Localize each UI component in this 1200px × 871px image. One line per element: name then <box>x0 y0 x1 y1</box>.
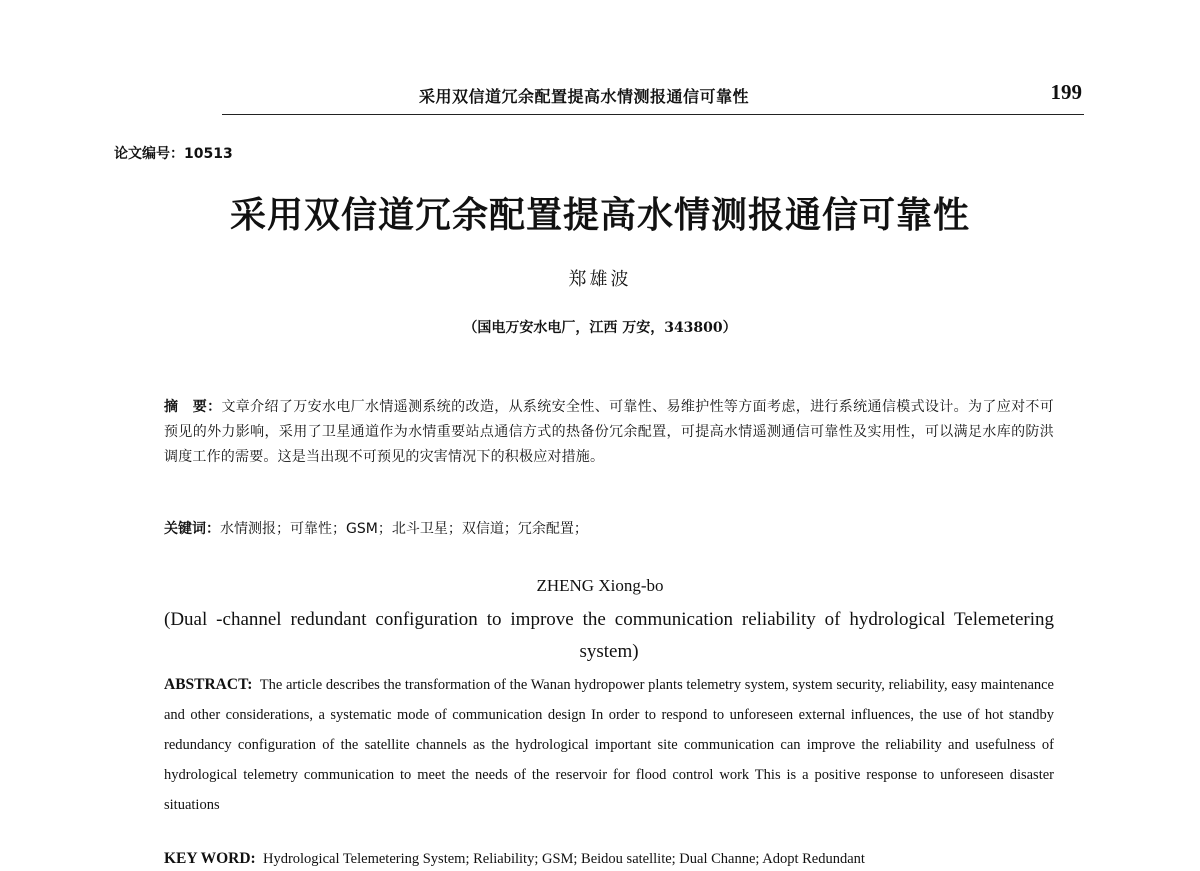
english-keywords-text: Hydrological Telemetering System; Reliability; GSM; Beidou satellite; Dual Channe; Adopt Redundant <box>262 851 865 867</box>
paper-number: 论文编号：10513 <box>114 146 233 162</box>
paper-title: 采用双信道冗余配置提高水情测报通信可靠性 <box>229 195 970 236</box>
author-name: 郑雄波 <box>568 269 632 290</box>
page-number: 199 <box>1050 80 1082 104</box>
english-title: (Dual -channel redundant configuration to improve the communication reliability of hydrological Telemetering system) <box>164 609 1054 662</box>
running-header <box>222 80 1084 115</box>
chinese-abstract-text: 文章介绍了万安水电厂水情遥测系统的改造，从系统安全性、可靠性、易维护性等方面考虑，进行系统通信模式设计。为了应对不可预见的外力影响，采用了卫星通道作为水情重要站点通信方式的热备份冗余配置，可提高水情遥测通信可靠性及实用性，可以满足水库的防洪调度工作的需要。这是当出现不可预见的灾害情况下的积极应对措施。 <box>164 399 1054 465</box>
english-keywords <box>164 847 1054 871</box>
english-keywords-label: KEY WORD: <box>164 850 256 867</box>
author-affiliation: （国电万安水电厂，江西 万安，343800） <box>463 320 737 336</box>
chinese-keywords <box>164 518 1054 540</box>
chinese-abstract-label: 摘 要： <box>164 399 222 415</box>
english-abstract <box>164 670 1054 820</box>
english-author-name: ZHENG Xiong-bo <box>536 576 664 595</box>
chinese-abstract <box>164 395 1054 470</box>
english-abstract-text: The article describes the transformation of the Wanan hydropower plants telemetry system, system security, reliability, easy maintenance and other considerations, a systematic mode of communication design In order to respond to unforeseen external influences, the use of hot standby redundancy configuration of the satellite channels as the hydrological important site communication can improve the reliability and usefulness of hydrological telemetry communication to meet the needs of the reservoir for flood control work This is a positive response to unforeseen disaster situations <box>164 677 1054 813</box>
chinese-keywords-text: 水情测报；可靠性；GSM；北斗卫星；双信道；冗余配置； <box>220 521 588 537</box>
chinese-keywords-label: 关键词： <box>164 521 220 537</box>
english-abstract-label: ABSTRACT: <box>164 676 253 693</box>
running-title: 采用双信道冗余配置提高水情测报通信可靠性 <box>419 87 750 106</box>
